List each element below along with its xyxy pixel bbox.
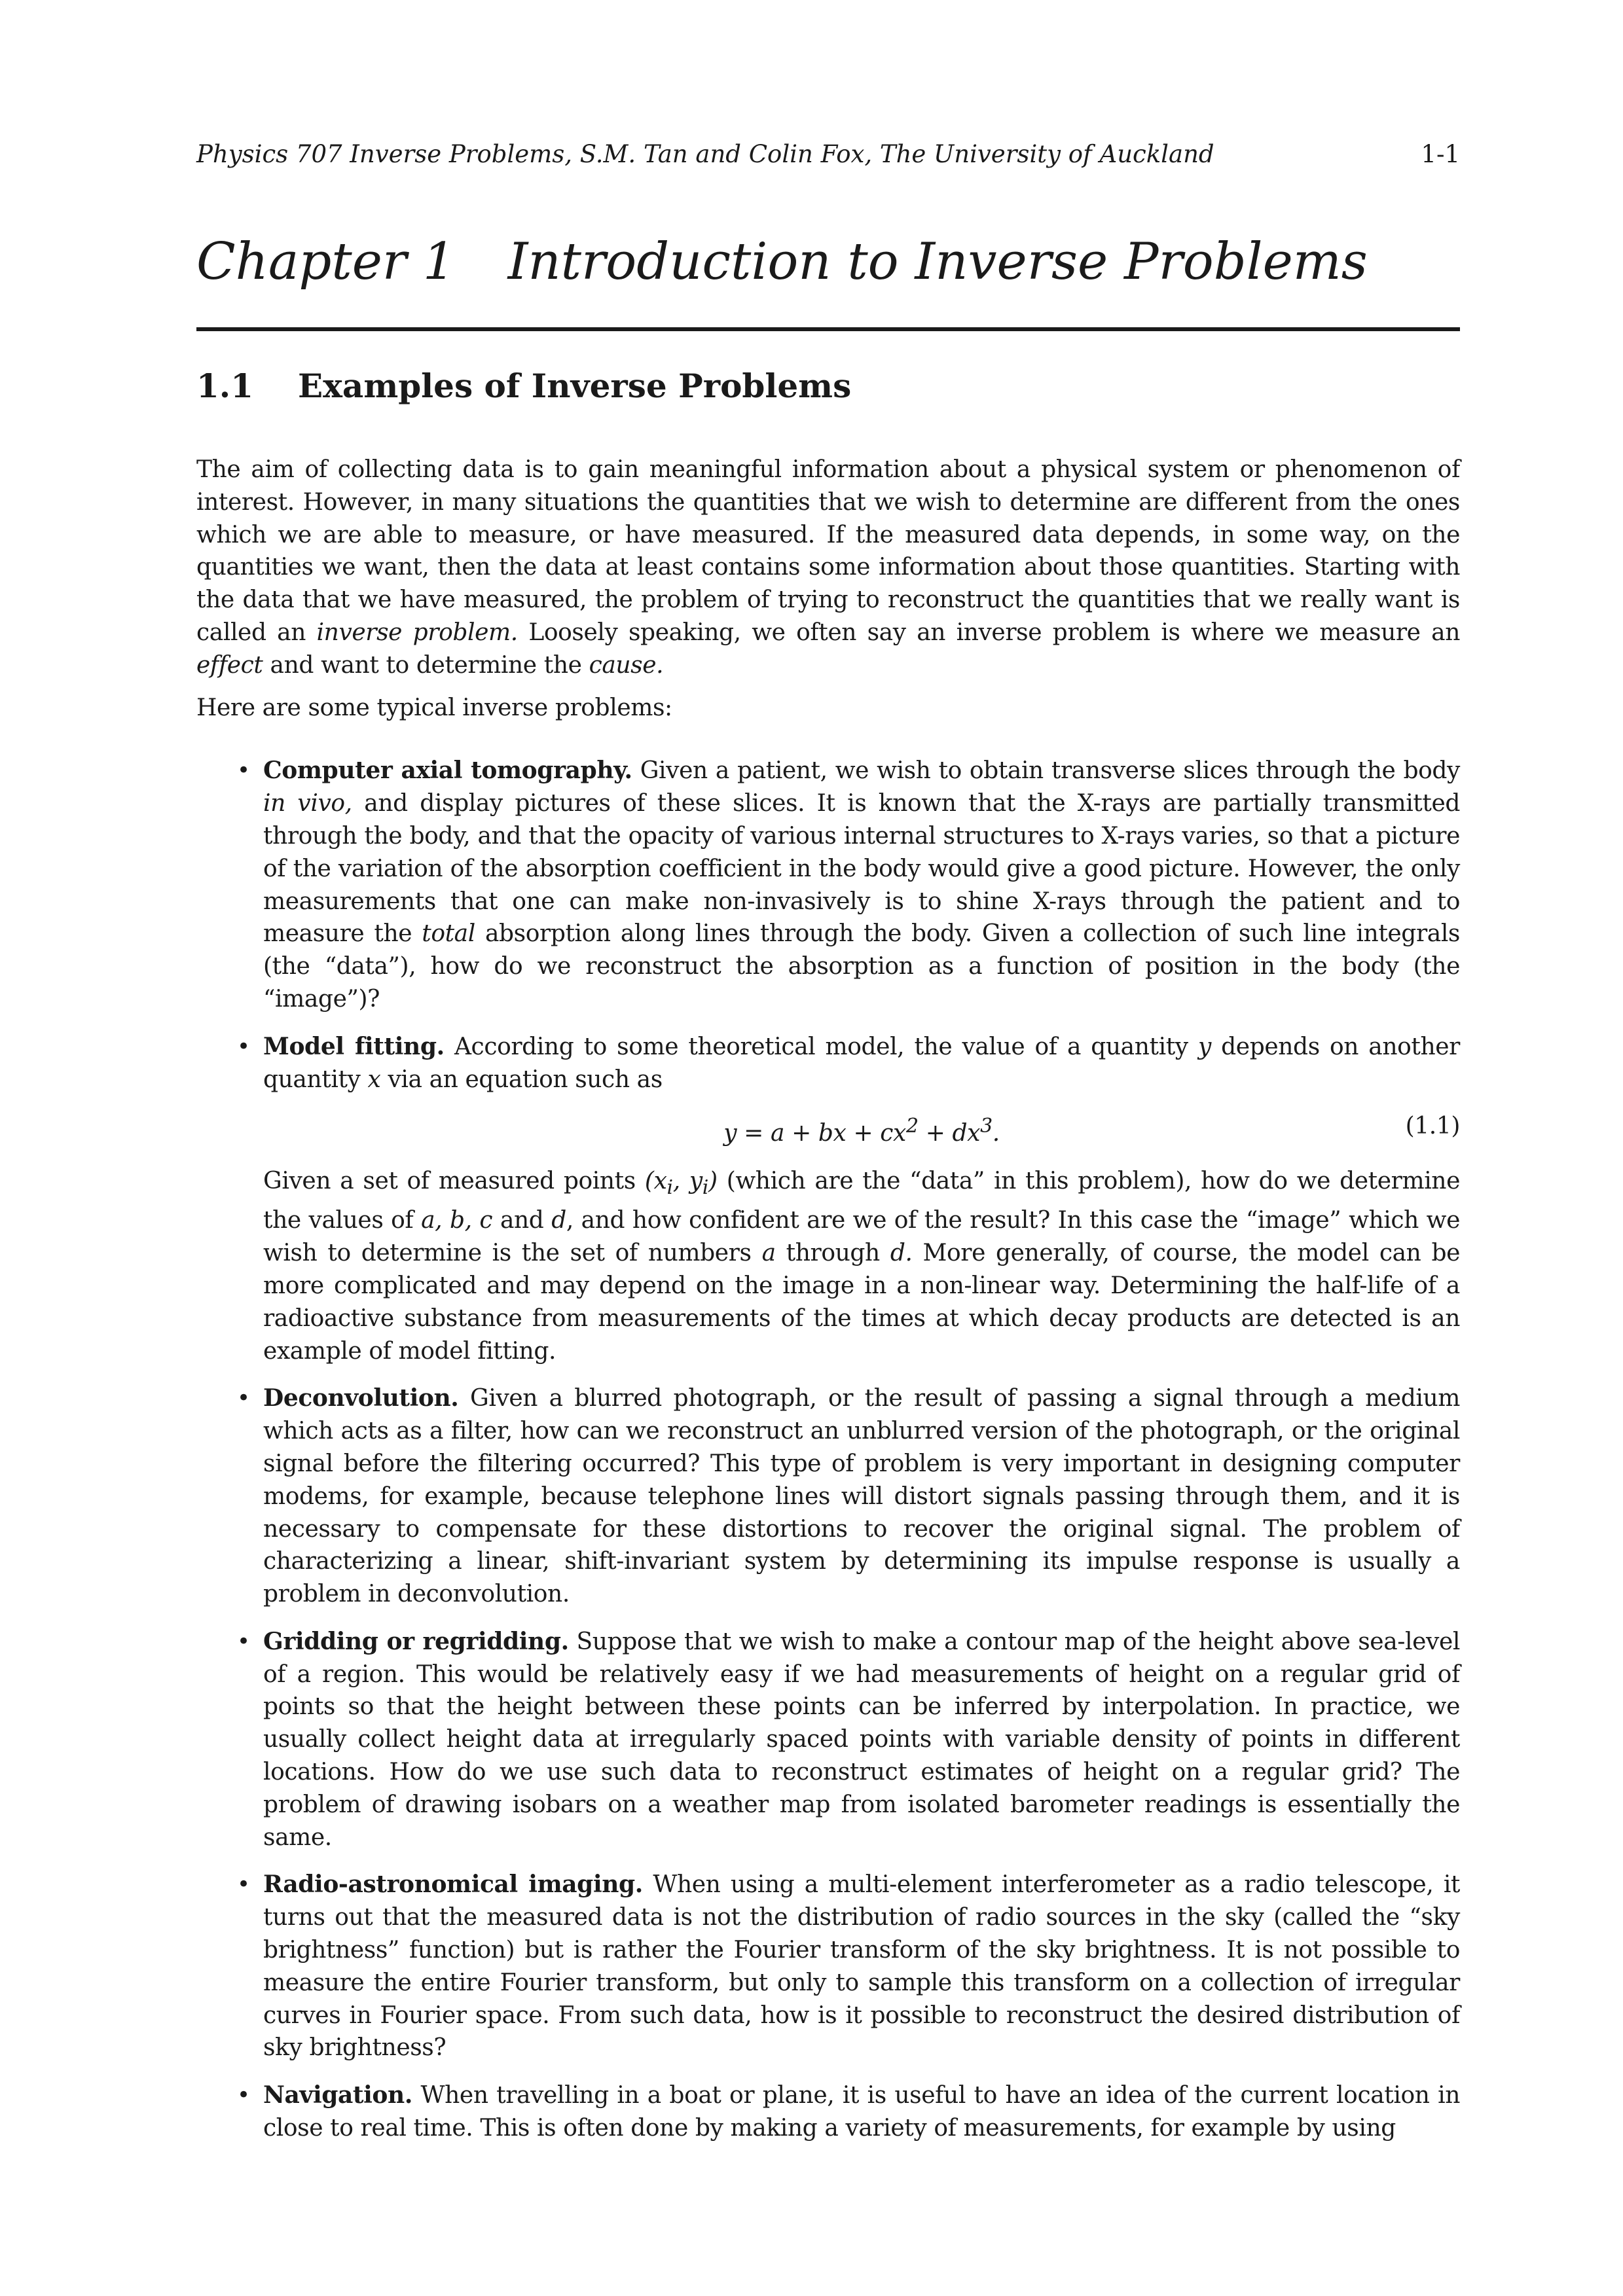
section-heading bbox=[196, 363, 851, 409]
chapter-number: Chapter 1 bbox=[196, 232, 456, 291]
list-item-radio-astronomy: • Radio-astronomical imaging. When using a multi-element interferometer as a radio telescope, it turns out that the measured data is not the distribution of radio sources in the sky (called the “sky brightness” function) but is rather the Fourier transform of the sky brightness. It is not possible to measure the entire Fourier transform, but only to sample this transform on a collection of irregular curves in Fourier space. From such data, how is it possible to reconstruct the desired distribution of sky brightness? bbox=[196, 1869, 1460, 2064]
list-item-tomography: • Computer axial tomography. Given a patient, we wish to obtain transverse slices through the body in vivo, and display pictures of these slices. It is known that the X-rays are partially transmitted through the body, and that the opacity of various internal structures to X-rays varies, so that a picture of the variation of the absorption coefficient in the body would give a good picture. However, the only measurements that one can make non-invasively is to shine X-rays through the patient and to measure the total absorption along lines through the body. Given a collection of such line integrals (the “data”), how do we reconstruct the absorption as a function of position in the body (the “image”)? bbox=[196, 755, 1460, 1015]
list-item-deconvolution: • Deconvolution. Given a blurred photograph, or the result of passing a signal through a medium which acts as a filter, how can we reconstruct an unblurred version of the photograph, or the original signal before the filtering occurred? This type of problem is very important in designing computer modems, for example, because telephone lines will distort signals passing through them, and it is necessary to compensate for these distortions to recover the original signal. The problem of characterizing a linear, shift-invariant system by determining its impulse response is usually a problem in deconvolution. bbox=[196, 1382, 1460, 1611]
equation-number: (1.1) bbox=[1405, 1113, 1460, 1140]
bullet-icon: • bbox=[237, 1033, 250, 1060]
item-title: Gridding or regridding. bbox=[263, 1627, 569, 1655]
intro-paragraph: The aim of collecting data is to gain meaningful information about a physical system or phenomenon of interest. However, in many situations the quantities that we wish to determine are different from the ones which we are able to measure, or have measured. If the measured data depends, in some way, on the quantities we want, then the data at least contains some information about those quantities. Starting with the data that we have measured, the problem of trying to reconstruct the quantities that we really want is called an inverse problem. Loosely speaking, we often say an inverse problem is where we measure an effect and want to determine the cause. bbox=[196, 456, 1460, 679]
bullet-icon: • bbox=[237, 1385, 250, 1412]
item-title: Computer axial tomography. bbox=[263, 757, 632, 785]
item-title: Radio-astronomical imaging. bbox=[263, 1871, 643, 1899]
list-item-navigation: • Navigation. When travelling in a boat or plane, it is useful to have an idea of the current location in close to real time. This is often done by making a variety of measurements, for example by using bbox=[196, 2079, 1460, 2145]
bullet-icon: • bbox=[237, 757, 250, 784]
chapter-title bbox=[196, 229, 1460, 295]
page-number: 1-1 bbox=[1421, 140, 1460, 168]
item-title: Model fitting. bbox=[263, 1032, 445, 1060]
section-title: Examples of Inverse Problems bbox=[298, 367, 852, 405]
body-text bbox=[196, 454, 1460, 2160]
list-item-gridding: • Gridding or regridding. Suppose that we wish to make a contour map of the height above sea-level of a region. This would be relatively easy if we had measurements of height on a regular grid of points so that the height between these points can be inferred by interpolation. In practice, we usually collect height data at irregularly spaced points with variable density of points in different locations. How do we use such data to reconstruct estimates of height on a regular grid? The problem of drawing isobars on a weather map from isolated barometer readings is essentially the same. bbox=[196, 1626, 1460, 1854]
bullet-icon: • bbox=[237, 2082, 250, 2109]
item-title: Deconvolution. bbox=[263, 1384, 459, 1412]
bullet-icon: • bbox=[237, 1628, 250, 1655]
running-head bbox=[196, 139, 1460, 170]
bullet-icon: • bbox=[237, 1871, 250, 1898]
item-title: Navigation. bbox=[263, 2081, 412, 2109]
chapter-rule bbox=[196, 327, 1460, 331]
list-item-model-fitting: • Model fitting. According to some theoretical model, the value of a quantity y depends on another quantity x via an equation such as y = a + bx + $cx^2 + dx^3$. (1.1) Given a set of measured points ($x_i$, $y_i$) (which are the “data” in this problem), how do we determine the values of a, b, c and d, and how confident are we of the result? In this case the “image” which we wish to determine is the set of numbers a through d. More generally, of course, the model can be more complicated and may depend on the image in a non-linear way. Determining the half-life of a radioactive substance from measurements of the times at which decay products are detected is an example of model fitting. bbox=[196, 1031, 1460, 1368]
running-head-text: Physics 707 Inverse Problems, S.M. Tan and Colin Fox, The University of Auckland bbox=[196, 140, 1214, 168]
examples-list bbox=[196, 755, 1460, 2144]
chapter-name: Introduction to Inverse Problems bbox=[507, 232, 1368, 291]
equation-1-1 bbox=[263, 1110, 1460, 1151]
intro-lead-in: Here are some typical inverse problems: bbox=[196, 694, 672, 721]
equation-body: y = a + bx + $cx^2 + dx^3$. bbox=[723, 1115, 1000, 1147]
section-number: 1.1 bbox=[196, 367, 253, 405]
